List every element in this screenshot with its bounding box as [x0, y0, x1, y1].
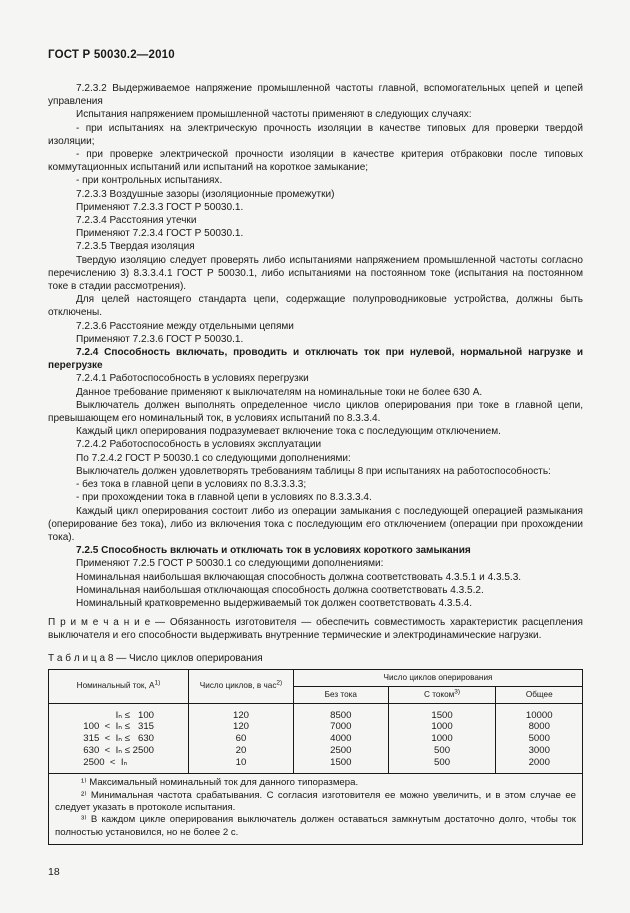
- table-row: [49, 757, 583, 774]
- paragraph: Выключатель должен выполнять определенное число циклов оперирования при токе в главной цепи, превышающем его номинальный ток, в условиях испытаний по 8.3.3.4.: [48, 399, 583, 425]
- footnote-1: ¹⁾ Максимальный номинальный ток для данного типоразмера.: [81, 777, 359, 789]
- paragraph: 7.2.3.5 Твердая изоляция: [76, 241, 195, 253]
- paragraph: Испытания напряжением промышленной частоты применяют в следующих случаях:: [76, 109, 472, 121]
- note-paragraph: П р и м е ч а н и е — Обязанность изготовителя — обеспечить совместимость характеристик расцепления выключателя и его способности выдерживать внутренние термические и электродинамические нагрузки.: [48, 617, 583, 642]
- cell-with-current: 500: [388, 757, 496, 774]
- cell-total: 10000: [496, 703, 583, 721]
- paragraph: Каждый цикл оперирования подразумевает включение тока с последующим отключением.: [76, 426, 501, 438]
- table-caption: Т а б л и ц а 8 — Число циклов оперирования: [48, 652, 263, 664]
- paragraph: Применяют 7.2.3.6 ГОСТ Р 50030.1.: [76, 333, 244, 345]
- paragraph: Номинальная наибольшая отключающая способность должна соответствовать 4.3.5.2.: [76, 584, 484, 596]
- paragraph: Номинальная наибольшая включающая способность должна соответствовать 4.3.5.1 и 4.3.5.3.: [76, 571, 522, 583]
- paragraph: Применяют 7.2.3.3 ГОСТ Р 50030.1.: [76, 201, 244, 213]
- paragraph: - без тока в главной цепи в условиях по 8.3.3.3.3;: [76, 479, 307, 491]
- group-header-operation-cycles: Число циклов оперирования: [294, 669, 583, 686]
- paragraph-list: [48, 82, 583, 610]
- cell-rated-current: 630 < Iₙ ≤ 2500: [49, 745, 189, 757]
- paragraph: Выключатель должен удовлетворять требованиям таблицы 8 при испытаниях на работоспособность:: [76, 465, 551, 477]
- cell-cycles-per-hour: 10: [189, 757, 294, 774]
- cell-total: 8000: [496, 721, 583, 733]
- cell-rated-current: 315 < Iₙ ≤ 630: [49, 733, 189, 745]
- cell-with-current: 1500: [388, 703, 496, 721]
- cell-no-current: 8500: [294, 703, 389, 721]
- paragraph: Твердую изоляцию следует проверять либо испытаниями напряжением промышленной частоты согласно перечислению 3) 8.3.3.4.1 ГОСТ Р 50030.1, либо испытаниями на постоянном токе (испытания на постоянном токе в стадии рассмотрения).: [48, 254, 583, 293]
- paragraph: 7.2.3.4 Расстояния утечки: [76, 215, 197, 227]
- paragraph: Номинальный кратковременно выдерживаемый ток должен соответствовать 4.3.5.4.: [76, 597, 472, 609]
- cell-total: 3000: [496, 745, 583, 757]
- cell-rated-current: Iₙ ≤ 100: [49, 703, 189, 721]
- cell-total: 5000: [496, 733, 583, 745]
- table-row: [49, 721, 583, 733]
- footnote-2: ²⁾ Минимальная частота срабатывания. С согласия изготовителя ее можно увеличить, и в этом случае ее следует указать в протоколе испытания.: [55, 789, 576, 814]
- cell-rated-current: 100 < Iₙ ≤ 315: [49, 721, 189, 733]
- paragraph: Применяют 7.2.5 ГОСТ Р 50030.1 со следующими дополнениями:: [76, 558, 384, 570]
- cell-with-current: 1000: [388, 721, 496, 733]
- col-header-rated-current: Номинальный ток, $А^{1)}$: [49, 669, 189, 703]
- paragraph: Каждый цикл оперирования состоит либо из операции замыкания с последующей операцией размыкания (оперирование без тока), либо из включения тока с последующим его отключением (операции при прохождении тока).: [48, 505, 583, 543]
- paragraph: - при проверке электрической прочности изоляции в качестве критерия отбраковки после типовых коммутационных испытаний или испытаний на короткое замыкание;: [48, 149, 583, 174]
- sub-header-no-current: Без тока: [294, 686, 389, 703]
- paragraph: Для целей настоящего стандарта цепи, содержащие полупроводниковые устройства, должны быть отключены.: [48, 294, 583, 319]
- table-row: [49, 745, 583, 757]
- paragraph: Данное требование применяют к выключателям на номинальные токи не более 630 А.: [76, 386, 483, 398]
- page-number: 18: [48, 866, 60, 878]
- cell-no-current: 4000: [294, 733, 389, 745]
- cell-no-current: 2500: [294, 745, 389, 757]
- cell-cycles-per-hour: 120: [189, 703, 294, 721]
- cell-no-current: 7000: [294, 721, 389, 733]
- paragraph: 7.2.3.2 Выдерживаемое напряжение промышленной частоты главной, вспомогательных цепей и цепей управления: [48, 83, 583, 108]
- document-body: [48, 82, 583, 845]
- paragraph: Применяют 7.2.3.4 ГОСТ Р 50030.1.: [76, 228, 244, 240]
- cell-cycles-per-hour: 60: [189, 733, 294, 745]
- footnote-3: ³⁾ В каждом цикле оперирования выключатель должен оставаться замкнутым достаточно долго, чтобы ток полностью установился, но не более 2 с.: [55, 814, 576, 838]
- cycles-table: [48, 669, 583, 846]
- paragraph: 7.2.4 Способность включать, проводить и отключать ток при нулевой, нормальной нагрузке и перегрузке: [48, 347, 583, 372]
- paragraph: - при испытаниях на электрическую прочность изоляции в качестве типовых для проверки твердой изоляции;: [48, 122, 583, 147]
- cell-no-current: 1500: [294, 757, 389, 774]
- paragraph: 7.2.4.2 Работоспособность в условиях эксплуатации: [76, 439, 322, 451]
- paragraph: 7.2.5 Способность включать и отключать ток в условиях короткого замыкания: [76, 545, 471, 557]
- table-row: [49, 703, 583, 721]
- document-header: ГОСТ Р 50030.2—2010: [48, 49, 175, 61]
- cell-with-current: 1000: [388, 733, 496, 745]
- table-body: [49, 703, 583, 774]
- sub-header-with-current: С током$^{3)}$: [388, 686, 496, 703]
- cell-rated-current: 2500 < Iₙ: [49, 757, 189, 774]
- paragraph: 7.2.3.3 Воздушные зазоры (изоляционные промежутки): [76, 188, 335, 200]
- paragraph: По 7.2.4.2 ГОСТ Р 50030.1 со следующими дополнениями:: [76, 452, 351, 464]
- cell-total: 2000: [496, 757, 583, 774]
- col-header-cycles-per-hour: Число циклов, в час$^{2)}$: [189, 669, 294, 703]
- paragraph: 7.2.3.6 Расстояние между отдельными цепями: [76, 320, 294, 332]
- sub-header-total: Общее: [496, 686, 583, 703]
- paragraph: 7.2.4.1 Работоспособность в условиях перегрузки: [76, 373, 309, 385]
- cell-cycles-per-hour: 120: [189, 721, 294, 733]
- table-row: [49, 733, 583, 745]
- cell-cycles-per-hour: 20: [189, 745, 294, 757]
- cell-with-current: 500: [388, 745, 496, 757]
- paragraph: - при контрольных испытаниях.: [76, 175, 223, 187]
- table-footnotes: [49, 774, 583, 845]
- paragraph: - при прохождении тока в главной цепи в условиях по 8.3.3.3.4.: [76, 492, 372, 504]
